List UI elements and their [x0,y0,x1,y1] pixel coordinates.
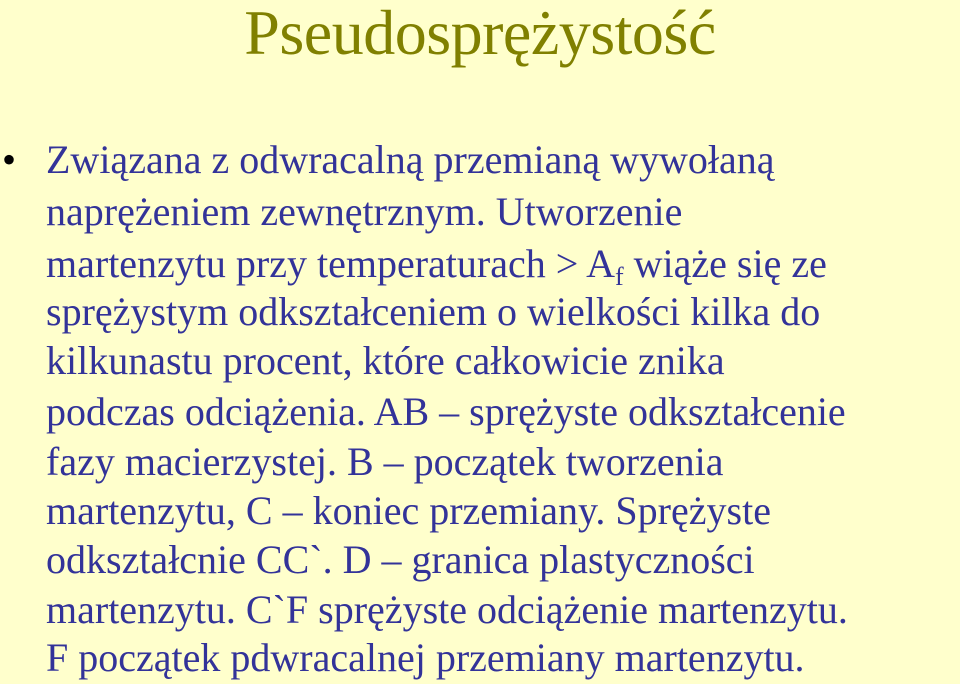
text-line-3-tail: wiąże się ze [623,241,827,286]
text-line-10: martenzytu. C`F sprężyste odciążenie martenzytu. [46,587,848,632]
slide-title: Pseudosprężystość [244,0,716,68]
text-line-7: fazy macierzystej. B – początek tworzenia [46,439,724,484]
text-line-2: naprężeniem zewnętrznym. Utworzenie [46,189,683,234]
text-line-8: martenzytu, C – koniec przemiany. Sprężyste [46,488,771,533]
text-line-3 [46,240,827,293]
bullet-icon: • [2,137,17,182]
text-line-5: kilkunastu procent, które całkowicie znika [46,338,725,383]
text-line-4: sprężystym odkształceniem o wielkości kilka do [46,289,821,334]
text-line-11: F początek pdwracalnej przemiany martenzytu. [46,635,805,680]
austenite-finish-subscript: f [614,262,624,291]
text-line-6: podczas odciążenia. AB – sprężyste odkształcenie [46,389,846,434]
text-line-9: odkształcnie CC`. D – granica plastyczności [46,537,755,582]
text-line-3-head: martenzytu przy temperaturach > A [46,241,615,286]
text-line-1: Związana z odwracalną przemianą wywołaną [46,137,775,182]
